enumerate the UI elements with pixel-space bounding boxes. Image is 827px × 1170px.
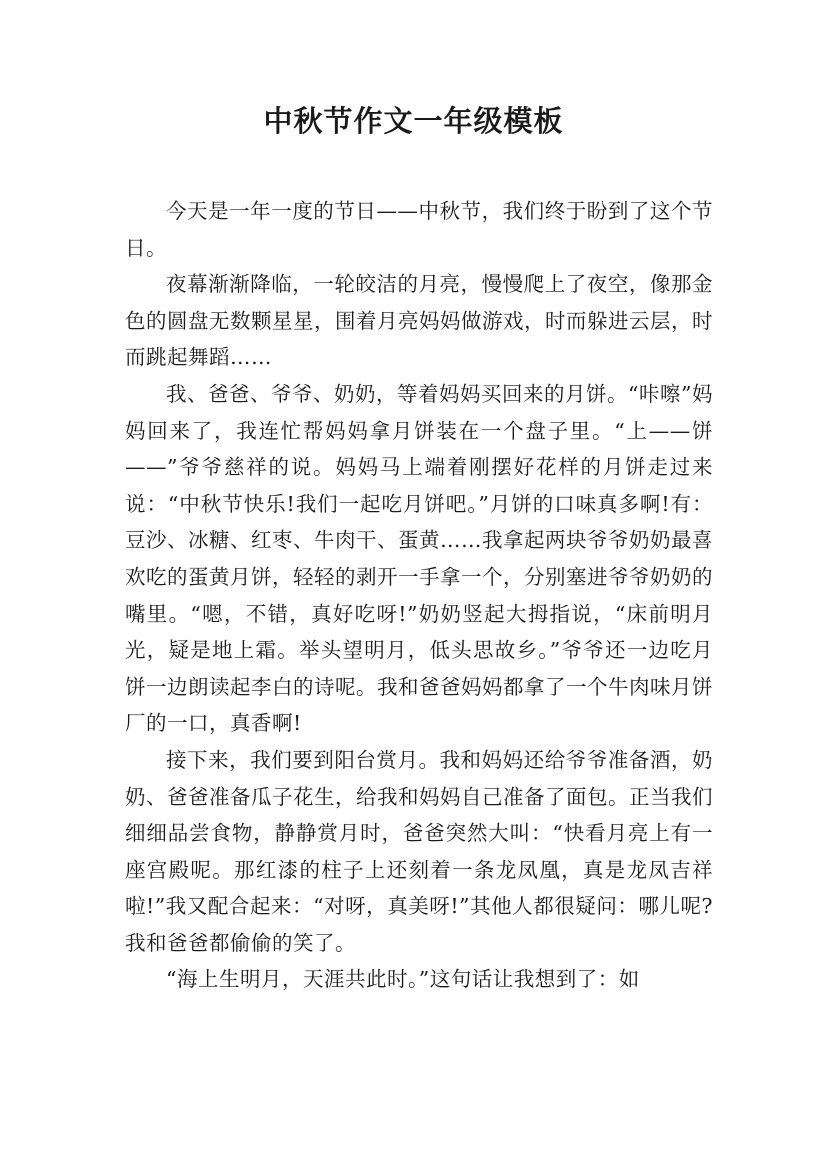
paragraph-4: 接下来，我们要到阳台赏月。我和妈妈还给爷爷准备酒，奶奶、爸爸准备瓜子花生，给我和妈妈自己准备了面包。正当我们细细品尝食物，静静赏月时，爸爸突然大叫：“快看月亮上有一座宫殿呢。那红漆的柱子上还刻着一条龙凤凰，真是龙凤吉祥啦!”我又配合起来：“对呀，真美呀!”其他人都很疑问：哪儿呢?我和爸爸都偷偷的笑了。 [125, 747, 713, 955]
document-body [125, 193, 713, 998]
document-title: 中秋节作文一年级模板 [263, 104, 564, 138]
paragraph-5: “海上生明月，天涯共此时。”这句话让我想到了：如 [166, 967, 640, 992]
paragraph-1: 今天是一年一度的节日——中秋节，我们终于盼到了这个节日。 [125, 199, 713, 260]
paragraph-3: 我、爸爸、爷爷、奶奶，等着妈妈买回来的月饼。“咔嚓”妈妈回来了，我连忙帮妈妈拿月饼装在一个盘子里。“上——饼——”爷爷慈祥的说。妈妈马上端着刚摆好花样的月饼走过来说：“中秋节快乐!我们一起吃月饼吧。”月饼的口味真多啊!有：豆沙、冰糖、红枣、牛肉干、蛋黄……我拿起两块爷爷奶奶最喜欢吃的蛋黄月饼，轻轻的剥开一手拿一个，分别塞进爷爷奶奶的嘴里。“嗯，不错，真好吃呀!”奶奶竖起大拇指说，“床前明月光，疑是地上霜。举头望明月，低头思故乡。”爷爷还一边吃月饼一边朗读起李白的诗呢。我和爸爸妈妈都拿了一个牛肉味月饼厂的一口，真香啊! [125, 381, 713, 736]
paragraph-2: 夜幕渐渐降临，一轮皎洁的月亮，慢慢爬上了夜空，像那金色的圆盘无数颗星星，围着月亮妈妈做游戏，时而躲进云层，时而跳起舞蹈…… [125, 272, 713, 370]
